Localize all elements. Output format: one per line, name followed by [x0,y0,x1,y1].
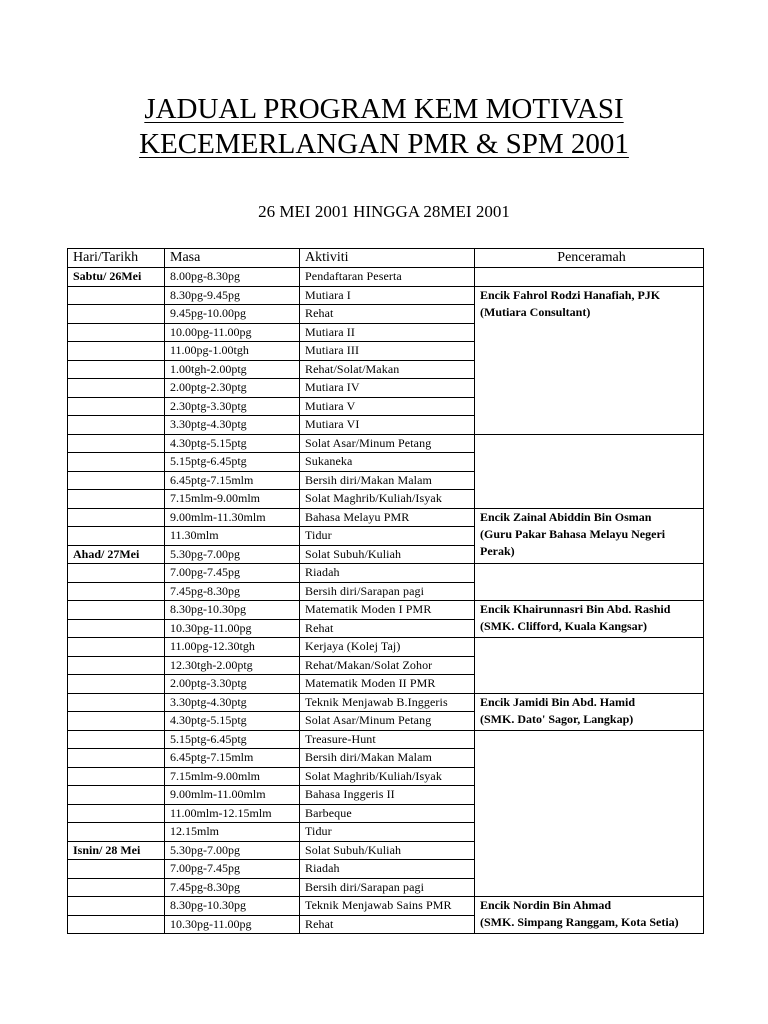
cell-speaker [475,286,704,434]
speaker-line: Encik Fahrol Rodzi Hanafiah, PJK [480,287,661,302]
cell-time: 7.45pg-8.30pg [165,878,300,897]
cell-day: Ahad/ 27Mei [68,545,165,564]
cell-day [68,823,165,842]
cell-day [68,490,165,509]
cell-activity: Solat Subuh/Kuliah [300,841,475,860]
cell-speaker [475,434,704,508]
cell-time: 4.30ptg-5.15ptg [165,712,300,731]
cell-day [68,471,165,490]
cell-time: 11.00mlm-12.15mlm [165,804,300,823]
speaker-line: Perak) [480,543,515,558]
cell-activity: Mutiara II [300,323,475,342]
cell-time: 8.00pg-8.30pg [165,268,300,287]
table-row [68,286,704,305]
table-row [68,434,704,453]
cell-speaker [475,508,704,564]
cell-time: 6.45ptg-7.15mlm [165,471,300,490]
cell-time: 10.30pg-11.00pg [165,619,300,638]
cell-activity: Mutiara III [300,342,475,361]
cell-activity: Teknik Menjawab Sains PMR [300,897,475,916]
document-subtitle: 26 MEI 2001 HINGGA 28MEI 2001 [258,202,510,221]
cell-activity: Bersih diri/Sarapan pagi [300,582,475,601]
cell-day [68,416,165,435]
cell-day [68,305,165,324]
cell-day [68,675,165,694]
cell-time: 12.30tgh-2.00ptg [165,656,300,675]
cell-time: 7.15mlm-9.00mlm [165,767,300,786]
cell-day [68,564,165,583]
cell-day [68,434,165,453]
cell-activity: Bersih diri/Makan Malam [300,471,475,490]
cell-time: 7.00pg-7.45pg [165,564,300,583]
cell-time: 11.00pg-12.30tgh [165,638,300,657]
cell-day [68,712,165,731]
header-activity: Aktiviti [300,249,475,268]
cell-activity: Tidur [300,823,475,842]
cell-activity: Pendaftaran Peserta [300,268,475,287]
cell-day [68,453,165,472]
cell-activity: Rehat [300,305,475,324]
cell-day [68,804,165,823]
cell-day [68,638,165,657]
cell-time: 9.00mlm-11.30mlm [165,508,300,527]
cell-activity: Rehat/Makan/Solat Zohor [300,656,475,675]
cell-activity: Solat Asar/Minum Petang [300,434,475,453]
speaker-line: Encik Jamidi Bin Abd. Hamid [480,694,636,709]
speaker-line: (SMK. Dato' Sagor, Langkap) [480,711,634,726]
cell-activity: Bersih diri/Makan Malam [300,749,475,768]
cell-activity: Mutiara IV [300,379,475,398]
table-row [68,638,704,657]
cell-speaker [475,730,704,897]
cell-day [68,897,165,916]
cell-day [68,360,165,379]
cell-activity: Solat Maghrib/Kuliah/Isyak [300,767,475,786]
cell-activity: Rehat [300,915,475,934]
cell-day [68,693,165,712]
cell-activity: Solat Asar/Minum Petang [300,712,475,731]
speaker-line: (Mutiara Consultant) [480,304,591,319]
table-row [68,564,704,583]
cell-time: 6.45ptg-7.15mlm [165,749,300,768]
cell-day [68,767,165,786]
cell-speaker [475,638,704,694]
cell-time: 5.30pg-7.00pg [165,841,300,860]
header-day: Hari/Tarikh [68,249,165,268]
cell-time: 10.30pg-11.00pg [165,915,300,934]
cell-activity: Sukaneka [300,453,475,472]
table-row [68,897,704,916]
cell-activity: Bahasa Melayu PMR [300,508,475,527]
cell-time: 7.00pg-7.45pg [165,860,300,879]
speaker-line: (SMK. Simpang Ranggam, Kota Setia) [480,915,679,929]
cell-speaker [475,564,704,601]
title-line-1: JADUAL PROGRAM KEM MOTIVASI [144,93,624,125]
cell-day [68,379,165,398]
cell-day [68,786,165,805]
cell-time: 8.30pg-10.30pg [165,601,300,620]
cell-activity: Solat Maghrib/Kuliah/Isyak [300,490,475,509]
cell-day [68,342,165,361]
speaker-line: Encik Zainal Abiddin Bin Osman [480,509,652,524]
speaker-line: (SMK. Clifford, Kuala Kangsar) [480,619,647,633]
table-row [68,601,704,620]
cell-time: 2.30ptg-3.30ptg [165,397,300,416]
cell-time: 3.30ptg-4.30ptg [165,416,300,435]
cell-activity: Kerjaya (Kolej Taj) [300,638,475,657]
schedule-table [67,248,704,934]
cell-activity: Bahasa Inggeris II [300,786,475,805]
speaker-line: Encik Nordin Bin Ahmad [480,898,612,912]
table-row [68,730,704,749]
table-row [68,693,704,712]
cell-activity: Bersih diri/Sarapan pagi [300,878,475,897]
cell-speaker [475,897,704,934]
cell-activity: Solat Subuh/Kuliah [300,545,475,564]
cell-day [68,508,165,527]
speaker-line: Encik Khairunnasri Bin Abd. Rashid [480,602,671,616]
cell-day: Sabtu/ 26Mei [68,268,165,287]
cell-day [68,878,165,897]
cell-time: 4.30ptg-5.15ptg [165,434,300,453]
cell-day [68,286,165,305]
cell-day [68,749,165,768]
cell-time: 9.45pg-10.00pg [165,305,300,324]
cell-activity: Mutiara I [300,286,475,305]
speaker-line: (Guru Pakar Bahasa Melayu Negeri [480,526,666,541]
cell-day: Isnin/ 28 Mei [68,841,165,860]
cell-speaker [475,693,704,730]
document-title [0,92,768,162]
title-line-2: KECEMERLANGAN PMR & SPM 2001 [139,128,629,160]
cell-activity: Matematik Moden I PMR [300,601,475,620]
cell-day [68,527,165,546]
table-row [68,508,704,527]
cell-day [68,730,165,749]
cell-time: 3.30ptg-4.30ptg [165,693,300,712]
cell-day [68,656,165,675]
cell-time: 5.15ptg-6.45ptg [165,730,300,749]
cell-activity: Tidur [300,527,475,546]
cell-time: 2.00ptg-3.30ptg [165,675,300,694]
cell-activity: Treasure-Hunt [300,730,475,749]
table-header-row [68,249,704,268]
cell-activity: Riadah [300,860,475,879]
cell-time: 12.15mlm [165,823,300,842]
cell-time: 7.45pg-8.30pg [165,582,300,601]
cell-time: 5.15ptg-6.45ptg [165,453,300,472]
cell-time: 5.30pg-7.00pg [165,545,300,564]
cell-time: 9.00mlm-11.00mlm [165,786,300,805]
cell-activity: Matematik Moden II PMR [300,675,475,694]
cell-day [68,601,165,620]
cell-time: 8.30pg-10.30pg [165,897,300,916]
cell-time: 11.30mlm [165,527,300,546]
cell-time: 8.30pg-9.45pg [165,286,300,305]
cell-activity: Mutiara VI [300,416,475,435]
cell-time: 11.00pg-1.00tgh [165,342,300,361]
cell-time: 10.00pg-11.00pg [165,323,300,342]
cell-time: 1.00tgh-2.00ptg [165,360,300,379]
cell-speaker [475,268,704,287]
cell-day [68,915,165,934]
cell-activity: Teknik Menjawab B.Inggeris [300,693,475,712]
cell-activity: Riadah [300,564,475,583]
cell-day [68,860,165,879]
cell-activity: Rehat/Solat/Makan [300,360,475,379]
cell-day [68,397,165,416]
cell-speaker [475,601,704,638]
cell-activity: Barbeque [300,804,475,823]
header-time: Masa [165,249,300,268]
schedule-body [68,268,704,934]
cell-day [68,323,165,342]
cell-day [68,619,165,638]
cell-activity: Mutiara V [300,397,475,416]
cell-time: 7.15mlm-9.00mlm [165,490,300,509]
table-row [68,268,704,287]
cell-activity: Rehat [300,619,475,638]
cell-time: 2.00ptg-2.30ptg [165,379,300,398]
cell-day [68,582,165,601]
header-speaker: Penceramah [475,249,704,268]
